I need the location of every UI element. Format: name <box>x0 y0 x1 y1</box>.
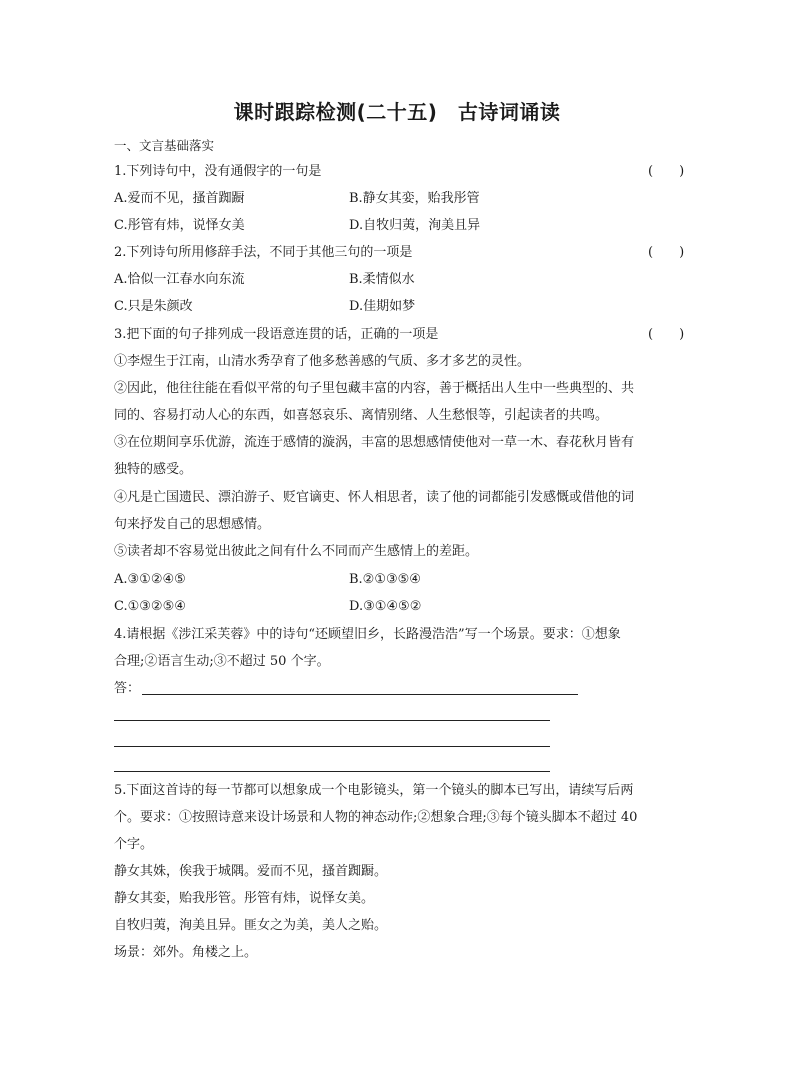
q1-stem: 1.下列诗句中，没有通假字的一句是 <box>114 164 322 179</box>
q3-sentence-2-line1: ②因此，他往往能在看似平常的句子里包藏丰富的内容，善于概括出人生中一些典型的、共 <box>114 381 635 396</box>
q3-option-b: B.②①③⑤④ <box>349 572 421 587</box>
q4-answer-line-4[interactable] <box>114 771 550 772</box>
q3-sentence-3-line2: 独特的感受。 <box>114 462 193 477</box>
q3-sentence-5: ⑤读者却不容易觉出彼此之间有什么不同而产生感情上的差距。 <box>114 544 479 559</box>
q1-answer-paren: ( ) <box>648 164 685 179</box>
q5-poem-stanza-3: 自牧归荑，洵美且异。匪女之为美，美人之贻。 <box>114 918 388 933</box>
q3-sentence-4-line1: ④凡是亡国遗民、漂泊游子、贬官谪吏、怀人相思者，读了他的词都能引发感慨或借他的词 <box>114 490 635 505</box>
q1-option-c: C.彤管有炜，说怿女美 <box>114 218 245 233</box>
q1-option-d: D.自牧归荑，洵美且异 <box>349 218 481 233</box>
q3-answer-paren: ( ) <box>648 327 685 342</box>
q2-option-c: C.只是朱颜改 <box>114 299 193 314</box>
section-heading: 一、文言基础落实 <box>114 138 215 153</box>
q3-stem: 3.把下面的句子排列成一段语意连贯的话，正确的一项是 <box>114 327 439 342</box>
q2-answer-paren: ( ) <box>648 245 685 260</box>
q2-option-a: A.恰似一江春水向东流 <box>114 272 245 287</box>
q1-option-b: B.静女其娈，贻我彤管 <box>349 191 480 206</box>
q2-option-d: D.佳期如梦 <box>349 299 416 314</box>
q2-option-b: B.柔情似水 <box>349 272 415 287</box>
q3-sentence-1: ①李煜生于江南，山清水秀孕育了他多愁善感的气质、多才多艺的灵性。 <box>114 354 531 369</box>
q5-stem-line1: 5.下面这首诗的每一节都可以想象成一个电影镜头，第一个镜头的脚本已写出，请续写后两 <box>114 783 634 798</box>
q1-option-a: A.爱而不见，搔首踟蹰 <box>114 191 245 206</box>
q4-answer-label: 答： <box>114 681 141 696</box>
q3-sentence-2-line2: 同的、容易打动人心的东西，如喜怒哀乐、离情别绪、人生愁恨等，引起读者的共鸣。 <box>114 408 609 423</box>
q3-option-c: C.①③②⑤④ <box>114 599 186 614</box>
q4-stem-line2: 合理;②语言生动;③不超过 50 个字。 <box>114 654 330 669</box>
q4-answer-line-3[interactable] <box>114 746 550 747</box>
q4-stem-line1: 4.请根据《涉江采芙蓉》中的诗句“还顾望旧乡，长路漫浩浩”写一个场景。要求：①想象 <box>114 627 621 642</box>
q4-answer-line-2[interactable] <box>114 720 550 721</box>
q4-answer-line-1[interactable] <box>142 694 578 695</box>
q2-stem: 2.下列诗句所用修辞手法，不同于其他三句的一项是 <box>114 245 413 260</box>
q5-poem-stanza-1: 静女其姝，俟我于城隅。爱而不见，搔首踟蹰。 <box>114 864 388 879</box>
q5-poem-stanza-2: 静女其娈，贻我彤管。彤管有炜，说怿女美。 <box>114 891 375 906</box>
q3-option-d: D.③①④⑤② <box>349 599 422 614</box>
q3-sentence-3-line1: ③在位期间享乐优游，流连于感情的漩涡，丰富的思想感情使他对一草一木、春花秋月皆有 <box>114 435 635 450</box>
q5-stem-line2: 个。要求：①按照诗意来设计场景和人物的神态动作;②想象合理;③每个镜头脚本不超过 40 <box>114 810 638 825</box>
q3-sentence-4-line2: 句来抒发自己的思想感情。 <box>114 517 271 532</box>
page-title: 课时跟踪检测(二十五) 古诗词诵读 <box>233 100 561 124</box>
q5-scene-script: 场景：郊外。角楼之上。 <box>114 945 258 960</box>
q5-stem-line3: 个字。 <box>114 837 154 852</box>
q3-option-a: A.③①②④⑤ <box>114 572 186 587</box>
